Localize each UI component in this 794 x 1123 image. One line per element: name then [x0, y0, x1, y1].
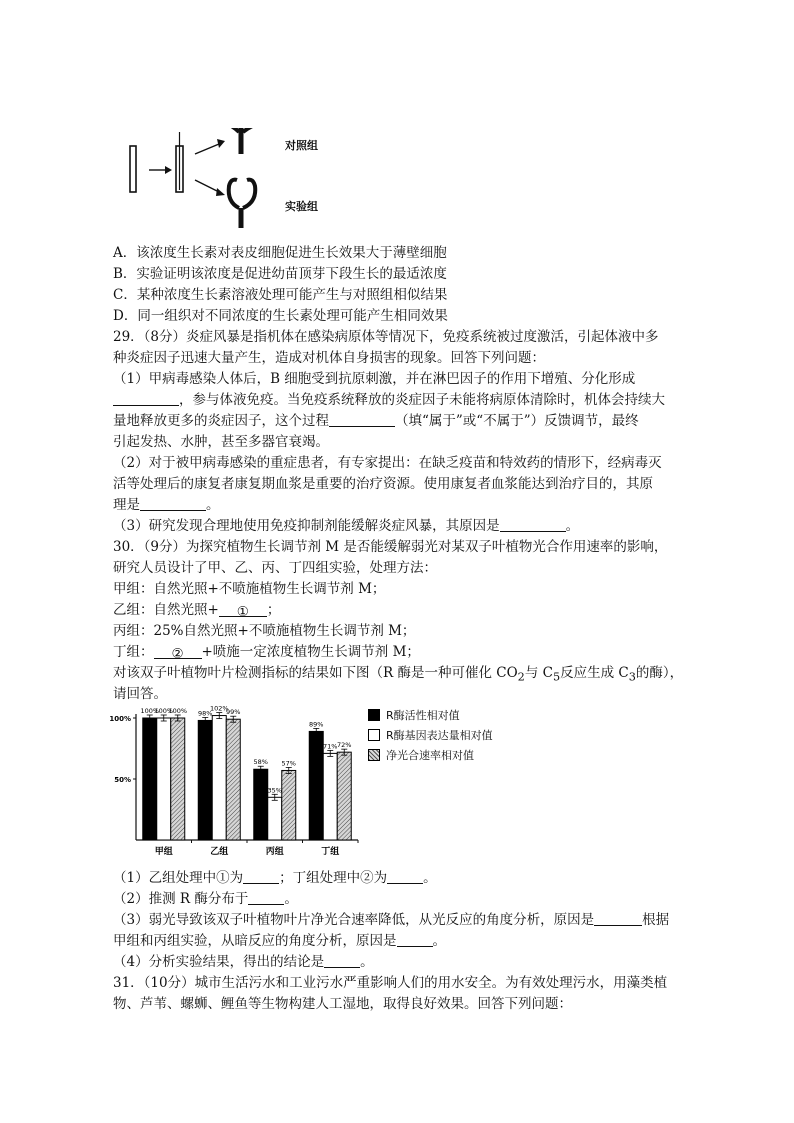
data-label: 100%: [168, 707, 188, 715]
category-label: 丙组: [265, 847, 284, 857]
q31-stem-line1: 31．（10分）城市生活污水和工业污水严重影响人们的用水安全。为有效处理污水，用藻类植: [113, 975, 668, 991]
option-d: D．同一组织对不同浓度的生长素处理可能产生相同效果: [113, 308, 448, 324]
legend-swatch: [368, 749, 380, 761]
q30-sub2: （2）推测 R 酶分布于 。: [113, 891, 298, 907]
bar: [337, 752, 351, 840]
group-yi: 乙组：自然光照+ ① ；: [113, 602, 281, 620]
data-label: 57%: [281, 759, 296, 768]
answer-blank[interactable]: [243, 869, 279, 884]
group-ding: 丁组： ② +喷施一定浓度植物生长调节剂 M；: [113, 644, 420, 662]
data-label: 99%: [226, 708, 241, 717]
data-label: 58%: [253, 758, 268, 767]
q29-stem-line2: 种炎症因子迅速大量产生，造成对机体自身损害的现象。回答下列问题：: [113, 350, 545, 366]
bar: [309, 731, 323, 840]
q31-stem-line2: 物、芦苇、螺蛳、鲤鱼等生物构建人工湿地，取得良好效果。回答下列问题：: [113, 996, 572, 1012]
data-label: 71%: [323, 742, 338, 751]
bar: [323, 753, 337, 840]
answer-blank[interactable]: [324, 953, 360, 968]
option-c: C．某种浓度生长素溶液处理可能产生与对照组相似结果: [113, 287, 448, 303]
seedling-segment: [130, 146, 136, 192]
data-label: 72%: [337, 741, 352, 750]
legend-swatch: [368, 729, 380, 741]
q30-stem-line1: 30．（9分）为探究植物生长调节剂 M 是否能缓解弱光对某双子叶植物光合作用速率的影响，: [113, 539, 668, 555]
category-label: 甲组: [154, 847, 173, 857]
legend-r-enzyme-activity: R酶活性相对值: [368, 707, 460, 723]
bar: [143, 718, 157, 840]
q30-sub1: （1）乙组处理中①为 ；丁组处理中②为 。: [113, 870, 437, 886]
q30-sub3-line1: （3）弱光导致该双子叶植物叶片净光合速率降低，从光反应的角度分析，原因是 根据: [113, 912, 670, 928]
q29-part1-line4: 引起发热、水肿，甚至多器官衰竭。: [113, 434, 329, 450]
bar: [171, 718, 185, 840]
bar: [157, 718, 171, 840]
data-label: 89%: [309, 720, 324, 729]
answer-blank[interactable]: [329, 412, 395, 427]
category-label: 丁组: [321, 847, 340, 857]
control-seedling-shape: [221, 128, 265, 154]
answer-blank[interactable]: [594, 911, 642, 926]
data-label: 102%: [209, 704, 229, 713]
blank-1[interactable]: ①: [219, 602, 267, 617]
option-b: B．实验证明该浓度是促进幼苗顶芽下段生长的最适浓度: [113, 266, 447, 282]
q29-part2-line1: （2）对于被甲病毒感染的重症患者，有专家提出：在缺乏疫苗和特效药的情形下，经病毒灭: [113, 455, 662, 471]
q29-part1-line2: ，参与体液免疫。当免疫系统释放的炎症因子未能将病原体清除时，机体会持续大: [113, 390, 665, 410]
answer-blank[interactable]: [248, 890, 284, 905]
legend-net-photosynthesis: 净光合速率相对值: [368, 747, 474, 763]
q29-part1-line1: （1）甲病毒感染人体后，B 细胞受到抗原刺激，并在淋巴因子的作用下增殖、分化形成: [113, 371, 636, 387]
y-tick-label: 50%: [114, 776, 131, 784]
q29-part3: （3）研究发现合理地使用免疫抑制剂能缓解炎症风暴，其原因是 。: [113, 518, 580, 534]
answer-blank[interactable]: [500, 517, 566, 532]
q30-sub3-line2: 甲组和丙组实验，从暗反应的角度分析，原因是 。: [113, 933, 446, 949]
answer-blank[interactable]: [387, 869, 423, 884]
data-label: 98%: [198, 709, 213, 718]
q30-chart-intro: 对该双子叶植物叶片检测指标的结果如下图（R 酶是一种可催化 $CO_2$与 $C_5$反应生成 $C_3$的酶），: [113, 665, 684, 684]
category-label: 乙组: [210, 847, 229, 857]
option-a: A．该浓度生长素对表皮细胞促进生长效果大于薄壁细胞: [113, 245, 447, 261]
group-jia: 甲组：自然光照+不喷施植物生长调节剂 M；: [113, 581, 386, 597]
q30-stem-line2: 研究人员设计了甲、乙、丙、丁四组实验，处理方法：: [113, 560, 437, 576]
bar: [198, 720, 212, 840]
answer-blank[interactable]: [397, 932, 433, 947]
blank-2[interactable]: ②: [154, 644, 202, 659]
q29-part1-line3: 量地释放更多的炎症因子，这个过程 （填“属于”或“不属于”）反馈调节，最终: [113, 413, 639, 429]
answer-blank[interactable]: [140, 496, 206, 511]
bar-chart: [108, 700, 368, 865]
bar: [254, 769, 268, 840]
experiment-seedling-shape: [229, 180, 256, 228]
legend-swatch: [368, 709, 380, 721]
data-label: 35%: [267, 786, 282, 795]
bar: [282, 770, 296, 840]
bar: [268, 797, 282, 840]
data-label: 100%: [154, 707, 174, 715]
data-label: 100%: [140, 707, 160, 715]
answer-blank[interactable]: [113, 391, 179, 406]
q29-part2-line2: 活等处理后的康复者康复期血浆是重要的治疗资源。使用康复者血浆能达到治疗目的，其原: [113, 476, 653, 492]
q30-sub4: （4）分析实验结果，得出的结论是 。: [113, 954, 374, 970]
bar: [226, 719, 240, 840]
q29-stem-line1: 29．（8分）炎症风暴是指机体在感染病原体等情况下，免疫系统被过度激活，引起体液中多: [113, 329, 659, 345]
q30-please-answer: 请回答。: [113, 686, 167, 702]
bar: [212, 716, 226, 840]
group-bing: 丙组：25%自然光照+不喷施植物生长调节剂 M；: [113, 623, 416, 639]
q29-part2-line3: 理是 。: [113, 497, 220, 513]
control-group-label: 对照组: [285, 139, 318, 152]
experiment-group-label: 实验组: [285, 200, 318, 213]
y-tick-label: 100%: [109, 715, 131, 723]
legend-r-enzyme-expression: R酶基因表达量相对值: [368, 727, 493, 743]
